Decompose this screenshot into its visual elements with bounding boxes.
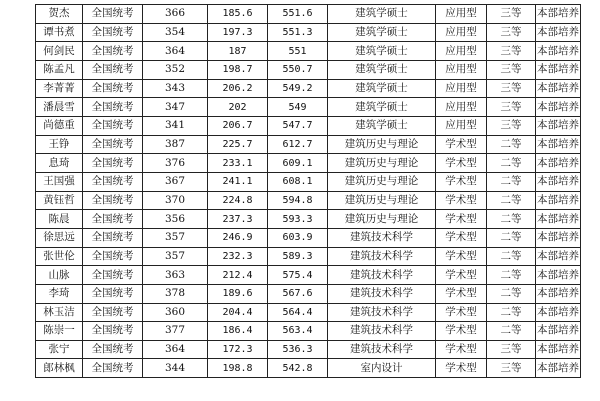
training-mode-cell: 本部培养	[536, 322, 581, 341]
exam-type-cell: 全国统考	[83, 303, 143, 322]
retest-score-cell: 206.2	[208, 79, 268, 98]
student-name-cell: 黄钰哲	[36, 191, 83, 210]
program-type-cell: 学术型	[436, 340, 487, 359]
table-row	[36, 247, 581, 266]
preliminary-score-cell: 364	[143, 340, 208, 359]
scholarship-level-cell: 三等	[487, 60, 536, 79]
program-type-cell: 应用型	[436, 60, 487, 79]
scholarship-level-cell: 三等	[487, 23, 536, 42]
total-score-cell: 589.3	[268, 247, 328, 266]
training-mode-cell: 本部培养	[536, 284, 581, 303]
table-row	[36, 191, 581, 210]
training-mode-cell: 本部培养	[536, 228, 581, 247]
student-name-cell: 郎林枫	[36, 359, 83, 378]
training-mode-cell: 本部培养	[536, 135, 581, 154]
program-type-cell: 学术型	[436, 228, 487, 247]
preliminary-score-cell: 357	[143, 228, 208, 247]
major-cell: 建筑学硕士	[328, 60, 436, 79]
retest-score-cell: 225.7	[208, 135, 268, 154]
total-score-cell: 550.7	[268, 60, 328, 79]
program-type-cell: 应用型	[436, 98, 487, 117]
scholarship-level-cell: 二等	[487, 135, 536, 154]
retest-score-cell: 185.6	[208, 5, 268, 24]
scholarship-level-cell: 二等	[487, 172, 536, 191]
exam-type-cell: 全国统考	[83, 322, 143, 341]
major-cell: 建筑技术科学	[328, 340, 436, 359]
retest-score-cell: 233.1	[208, 154, 268, 173]
major-cell: 室内设计	[328, 359, 436, 378]
retest-score-cell: 189.6	[208, 284, 268, 303]
retest-score-cell: 232.3	[208, 247, 268, 266]
program-type-cell: 应用型	[436, 23, 487, 42]
scholarship-level-cell: 二等	[487, 266, 536, 285]
student-name-cell: 王国强	[36, 172, 83, 191]
total-score-cell: 594.8	[268, 191, 328, 210]
major-cell: 建筑技术科学	[328, 228, 436, 247]
program-type-cell: 学术型	[436, 266, 487, 285]
major-cell: 建筑学硕士	[328, 79, 436, 98]
table-row	[36, 154, 581, 173]
scholarship-level-cell: 三等	[487, 340, 536, 359]
scholarship-level-cell: 二等	[487, 303, 536, 322]
student-name-cell: 李菁菁	[36, 79, 83, 98]
table-body	[36, 5, 581, 378]
student-name-cell: 山脉	[36, 266, 83, 285]
preliminary-score-cell: 352	[143, 60, 208, 79]
exam-type-cell: 全国统考	[83, 116, 143, 135]
training-mode-cell: 本部培养	[536, 60, 581, 79]
total-score-cell: 564.4	[268, 303, 328, 322]
table-row	[36, 135, 581, 154]
major-cell: 建筑历史与理论	[328, 172, 436, 191]
preliminary-score-cell: 376	[143, 154, 208, 173]
table-row	[36, 5, 581, 24]
retest-score-cell: 206.7	[208, 116, 268, 135]
program-type-cell: 学术型	[436, 247, 487, 266]
preliminary-score-cell: 356	[143, 210, 208, 229]
total-score-cell: 612.7	[268, 135, 328, 154]
total-score-cell: 536.3	[268, 340, 328, 359]
table-row	[36, 42, 581, 61]
total-score-cell: 551.3	[268, 23, 328, 42]
table-row	[36, 116, 581, 135]
scholarship-level-cell: 二等	[487, 191, 536, 210]
retest-score-cell: 202	[208, 98, 268, 117]
student-name-cell: 谭书煮	[36, 23, 83, 42]
retest-score-cell: 186.4	[208, 322, 268, 341]
student-name-cell: 林玉洁	[36, 303, 83, 322]
student-name-cell: 陈崇一	[36, 322, 83, 341]
preliminary-score-cell: 378	[143, 284, 208, 303]
scholarship-level-cell: 二等	[487, 210, 536, 229]
student-name-cell: 张宁	[36, 340, 83, 359]
major-cell: 建筑技术科学	[328, 284, 436, 303]
preliminary-score-cell: 347	[143, 98, 208, 117]
exam-type-cell: 全国统考	[83, 172, 143, 191]
exam-type-cell: 全国统考	[83, 60, 143, 79]
training-mode-cell: 本部培养	[536, 359, 581, 378]
exam-type-cell: 全国统考	[83, 42, 143, 61]
training-mode-cell: 本部培养	[536, 79, 581, 98]
exam-type-cell: 全国统考	[83, 266, 143, 285]
exam-type-cell: 全国统考	[83, 247, 143, 266]
training-mode-cell: 本部培养	[536, 42, 581, 61]
student-name-cell: 何剑民	[36, 42, 83, 61]
program-type-cell: 学术型	[436, 322, 487, 341]
major-cell: 建筑学硕士	[328, 116, 436, 135]
table-row	[36, 284, 581, 303]
exam-type-cell: 全国统考	[83, 284, 143, 303]
program-type-cell: 应用型	[436, 5, 487, 24]
table-row	[36, 228, 581, 247]
exam-type-cell: 全国统考	[83, 154, 143, 173]
retest-score-cell: 187	[208, 42, 268, 61]
total-score-cell: 551.6	[268, 5, 328, 24]
table-row	[36, 23, 581, 42]
table-row	[36, 60, 581, 79]
preliminary-score-cell: 357	[143, 247, 208, 266]
student-name-cell: 张世伦	[36, 247, 83, 266]
scholarship-level-cell: 二等	[487, 154, 536, 173]
major-cell: 建筑技术科学	[328, 303, 436, 322]
training-mode-cell: 本部培养	[536, 5, 581, 24]
admission-table	[35, 4, 581, 378]
retest-score-cell: 237.3	[208, 210, 268, 229]
program-type-cell: 学术型	[436, 210, 487, 229]
table-row	[36, 172, 581, 191]
student-name-cell: 尚德重	[36, 116, 83, 135]
student-name-cell: 陈孟凡	[36, 60, 83, 79]
scholarship-level-cell: 三等	[487, 79, 536, 98]
total-score-cell: 542.8	[268, 359, 328, 378]
scholarship-level-cell: 三等	[487, 42, 536, 61]
retest-score-cell: 212.4	[208, 266, 268, 285]
scholarship-level-cell: 三等	[487, 98, 536, 117]
scholarship-level-cell: 二等	[487, 322, 536, 341]
major-cell: 建筑历史与理论	[328, 154, 436, 173]
exam-type-cell: 全国统考	[83, 340, 143, 359]
exam-type-cell: 全国统考	[83, 79, 143, 98]
preliminary-score-cell: 377	[143, 322, 208, 341]
exam-type-cell: 全国统考	[83, 359, 143, 378]
training-mode-cell: 本部培养	[536, 303, 581, 322]
major-cell: 建筑学硕士	[328, 98, 436, 117]
student-name-cell: 徐思远	[36, 228, 83, 247]
exam-type-cell: 全国统考	[83, 210, 143, 229]
total-score-cell: 603.9	[268, 228, 328, 247]
exam-type-cell: 全国统考	[83, 191, 143, 210]
preliminary-score-cell: 354	[143, 23, 208, 42]
table-row	[36, 98, 581, 117]
preliminary-score-cell: 344	[143, 359, 208, 378]
total-score-cell: 609.1	[268, 154, 328, 173]
major-cell: 建筑技术科学	[328, 266, 436, 285]
preliminary-score-cell: 364	[143, 42, 208, 61]
major-cell: 建筑历史与理论	[328, 135, 436, 154]
table-row	[36, 79, 581, 98]
program-type-cell: 学术型	[436, 303, 487, 322]
total-score-cell: 563.4	[268, 322, 328, 341]
total-score-cell: 549.2	[268, 79, 328, 98]
program-type-cell: 学术型	[436, 359, 487, 378]
retest-score-cell: 197.3	[208, 23, 268, 42]
exam-type-cell: 全国统考	[83, 228, 143, 247]
preliminary-score-cell: 363	[143, 266, 208, 285]
training-mode-cell: 本部培养	[536, 210, 581, 229]
major-cell: 建筑学硕士	[328, 23, 436, 42]
exam-type-cell: 全国统考	[83, 5, 143, 24]
preliminary-score-cell: 370	[143, 191, 208, 210]
table-row	[36, 322, 581, 341]
exam-type-cell: 全国统考	[83, 135, 143, 154]
table-row	[36, 303, 581, 322]
student-name-cell: 息琦	[36, 154, 83, 173]
scholarship-level-cell: 二等	[487, 228, 536, 247]
total-score-cell: 551	[268, 42, 328, 61]
program-type-cell: 应用型	[436, 79, 487, 98]
exam-type-cell: 全国统考	[83, 98, 143, 117]
training-mode-cell: 本部培养	[536, 191, 581, 210]
total-score-cell: 575.4	[268, 266, 328, 285]
total-score-cell: 593.3	[268, 210, 328, 229]
preliminary-score-cell: 360	[143, 303, 208, 322]
preliminary-score-cell: 387	[143, 135, 208, 154]
total-score-cell: 567.6	[268, 284, 328, 303]
major-cell: 建筑学硕士	[328, 42, 436, 61]
total-score-cell: 547.7	[268, 116, 328, 135]
student-name-cell: 李琦	[36, 284, 83, 303]
table-row	[36, 266, 581, 285]
retest-score-cell: 241.1	[208, 172, 268, 191]
training-mode-cell: 本部培养	[536, 23, 581, 42]
retest-score-cell: 198.7	[208, 60, 268, 79]
student-name-cell: 贺杰	[36, 5, 83, 24]
scholarship-level-cell: 三等	[487, 5, 536, 24]
training-mode-cell: 本部培养	[536, 266, 581, 285]
total-score-cell: 549	[268, 98, 328, 117]
student-name-cell: 王铮	[36, 135, 83, 154]
scholarship-level-cell: 二等	[487, 247, 536, 266]
table-row	[36, 359, 581, 378]
retest-score-cell: 246.9	[208, 228, 268, 247]
scholarship-level-cell: 三等	[487, 116, 536, 135]
student-name-cell: 陈晨	[36, 210, 83, 229]
training-mode-cell: 本部培养	[536, 247, 581, 266]
program-type-cell: 应用型	[436, 116, 487, 135]
major-cell: 建筑学硕士	[328, 5, 436, 24]
table-row	[36, 340, 581, 359]
program-type-cell: 学术型	[436, 191, 487, 210]
training-mode-cell: 本部培养	[536, 172, 581, 191]
program-type-cell: 学术型	[436, 284, 487, 303]
preliminary-score-cell: 366	[143, 5, 208, 24]
training-mode-cell: 本部培养	[536, 154, 581, 173]
retest-score-cell: 204.4	[208, 303, 268, 322]
program-type-cell: 学术型	[436, 135, 487, 154]
preliminary-score-cell: 367	[143, 172, 208, 191]
total-score-cell: 608.1	[268, 172, 328, 191]
scholarship-level-cell: 二等	[487, 284, 536, 303]
major-cell: 建筑历史与理论	[328, 210, 436, 229]
scholarship-level-cell: 三等	[487, 359, 536, 378]
table-row	[36, 210, 581, 229]
major-cell: 建筑技术科学	[328, 247, 436, 266]
program-type-cell: 学术型	[436, 172, 487, 191]
retest-score-cell: 224.8	[208, 191, 268, 210]
major-cell: 建筑历史与理论	[328, 191, 436, 210]
preliminary-score-cell: 341	[143, 116, 208, 135]
student-name-cell: 潘晨雪	[36, 98, 83, 117]
training-mode-cell: 本部培养	[536, 98, 581, 117]
preliminary-score-cell: 343	[143, 79, 208, 98]
exam-type-cell: 全国统考	[83, 23, 143, 42]
retest-score-cell: 172.3	[208, 340, 268, 359]
program-type-cell: 应用型	[436, 42, 487, 61]
training-mode-cell: 本部培养	[536, 340, 581, 359]
training-mode-cell: 本部培养	[536, 116, 581, 135]
program-type-cell: 学术型	[436, 154, 487, 173]
retest-score-cell: 198.8	[208, 359, 268, 378]
major-cell: 建筑技术科学	[328, 322, 436, 341]
